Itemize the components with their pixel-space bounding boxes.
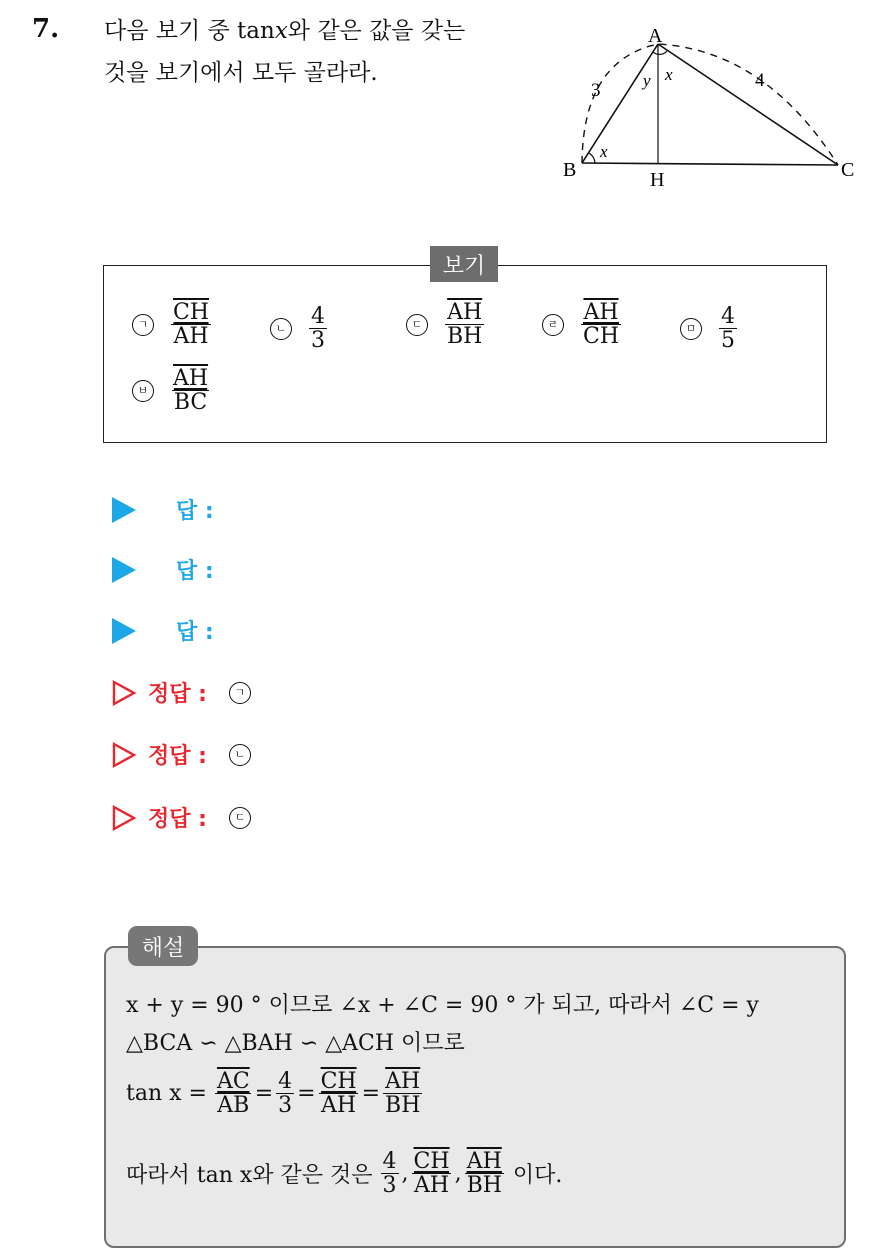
- label-b: B: [563, 159, 577, 181]
- correct-label: 정답 :: [148, 744, 207, 769]
- angle-a-arc: [653, 51, 667, 54]
- choice-4: [542, 301, 624, 348]
- fraction: $\frac{\overline{CH}}{AH}$: [173, 300, 210, 350]
- choice-marker: ㄹ: [542, 314, 564, 336]
- choice-2: [270, 305, 330, 352]
- fraction: $\frac{\overline{AH}}{BH}$: [447, 300, 483, 350]
- choice-marker: ㅁ: [680, 318, 702, 340]
- fraction: $\frac{4}{5}$: [721, 304, 735, 354]
- bogi-title: 보기: [430, 246, 498, 282]
- tan-text: tan: [237, 18, 275, 44]
- explanation-line-4: 따라서 tan x와 같은 것은 $\frac{4}{3}$ , $\frac{\overline{CH}}{AH}$ , $\frac{\overline{AH}}{BH}$ 이다.: [126, 1149, 563, 1199]
- segment-ab: [582, 44, 658, 163]
- play-icon: [112, 557, 136, 583]
- label-h: H: [650, 169, 665, 190]
- play-icon: [112, 497, 136, 523]
- answer-row-1: [108, 494, 214, 525]
- correct-value: ㄴ: [229, 744, 251, 766]
- choice-marker: ㄷ: [406, 314, 428, 336]
- choice-marker: ㅂ: [132, 380, 154, 402]
- choice-6: [132, 367, 213, 414]
- explanation-line-2: △BCA ∽ △BAH ∽ △ACH 이므로: [126, 1031, 465, 1056]
- choice-3: [406, 301, 487, 348]
- play-outline-icon: [112, 742, 136, 768]
- segment-bc: [582, 163, 838, 165]
- play-outline-icon: [112, 680, 136, 706]
- choice-5: [680, 305, 740, 352]
- play-outline-icon: [112, 805, 136, 831]
- correct-value: ㄱ: [229, 682, 251, 704]
- segment-ac: [658, 44, 838, 165]
- play-icon: [112, 618, 136, 644]
- fraction: $\frac{\overline{AH}}{CH}$: [583, 300, 620, 350]
- fraction: $\frac{\overline{AH}}{BC}$: [173, 366, 209, 416]
- question-line-2: 것을 보기에서 모두 골라라.: [104, 60, 378, 86]
- explanation-line-3: tan x = $\frac{\overline{AC}}{AB}$ = $\frac{4}{3}$ = $\frac{\overline{CH}}{AH}$ = $\frac{\overline{AH}}{BH}$: [126, 1069, 421, 1119]
- answer-label: 답 :: [176, 620, 214, 645]
- bogi-box: [103, 265, 827, 443]
- choice-marker: ㄱ: [132, 314, 154, 336]
- label-c: C: [841, 159, 855, 181]
- correct-row-2: [108, 739, 265, 770]
- question-number: 7.: [32, 14, 60, 44]
- answer-row-3: [108, 615, 214, 646]
- dashed-arc: [582, 44, 838, 165]
- correct-label: 정답 :: [148, 807, 207, 832]
- question-text-post: 와 같은 값을 갖는: [287, 18, 466, 44]
- correct-row-3: [108, 802, 265, 833]
- label-a: A: [648, 25, 663, 47]
- answer-row-2: [108, 554, 214, 585]
- explanation-title: 해설: [128, 926, 198, 966]
- label-side-ac: 4: [755, 70, 765, 91]
- label-angle-y: y: [643, 71, 651, 90]
- label-angle-b: x: [600, 142, 608, 161]
- fraction: $\frac{4}{3}$: [311, 304, 325, 354]
- correct-row-1: [108, 677, 265, 708]
- question-text-pre: 다음 보기 중: [104, 18, 230, 44]
- label-side-ab: 3: [591, 80, 601, 101]
- angle-b-arc: [589, 153, 595, 163]
- explanation-line-1: x + y = 90 ° 이므로 ∠x + ∠C = 90 ° 가 되고, 따라서 ∠C = y: [126, 993, 759, 1018]
- question-line-1: [104, 20, 465, 43]
- correct-value: ㄷ: [229, 807, 251, 829]
- choice-1: [132, 301, 214, 348]
- correct-label: 정답 :: [148, 682, 207, 707]
- choice-marker: ㄴ: [270, 318, 292, 340]
- var-x: x: [274, 18, 288, 44]
- answer-label: 답 :: [176, 499, 214, 524]
- answer-label: 답 :: [176, 559, 214, 584]
- triangle-figure: [555, 20, 875, 190]
- label-angle-x: x: [665, 65, 673, 84]
